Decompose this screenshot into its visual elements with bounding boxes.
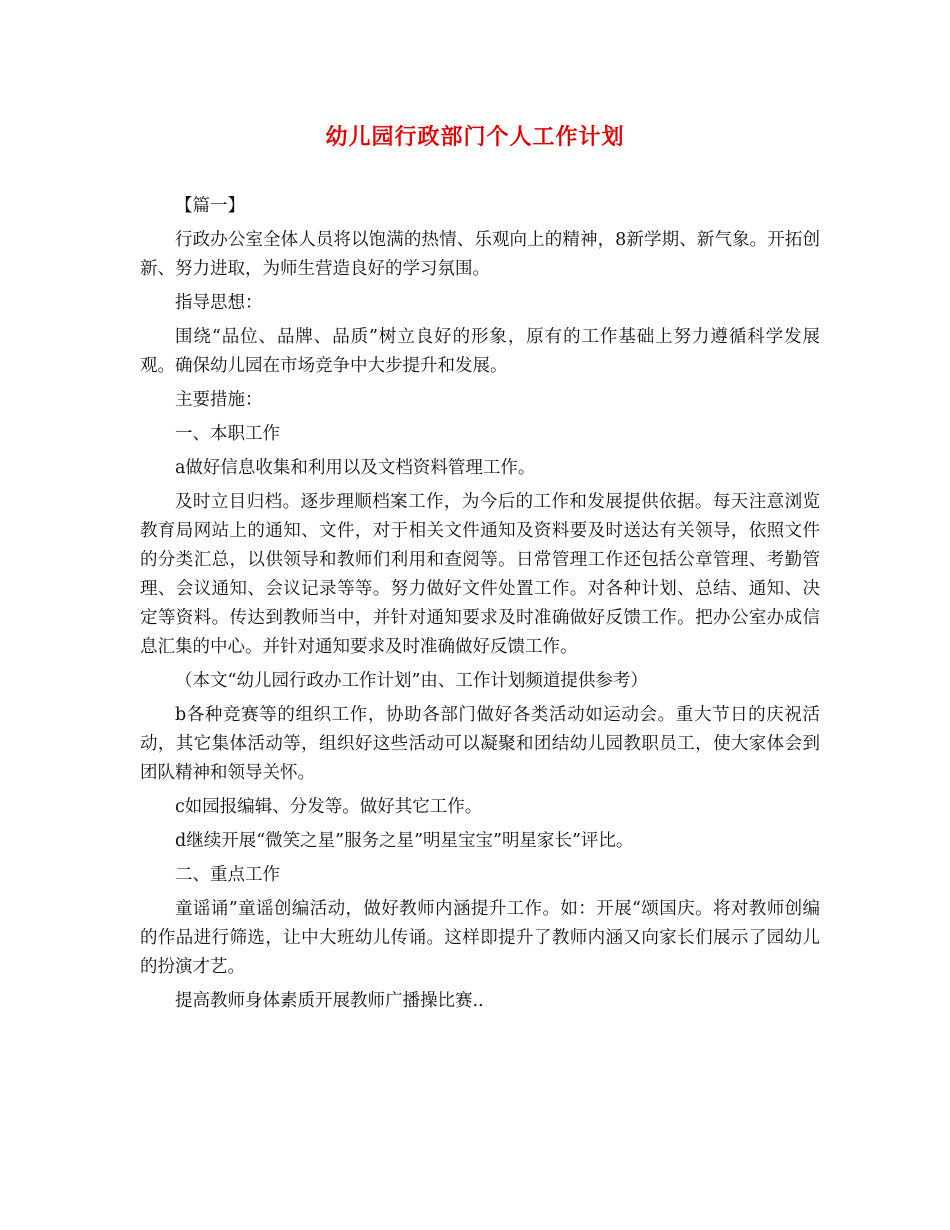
paragraph: 围绕“品位、品牌、品质”树立良好的形象，原有的工作基础上努力遵循科学发展观。确保幼儿园在市场竞争中大步提升和发展。	[140, 327, 820, 376]
section-subheading: 一、本职工作	[175, 424, 280, 444]
paragraph: b各种竞赛等的组织工作，协助各部门做好各类活动如运动会。重大节日的庆祝活动，其它集体活动等，组织好这些活动可以凝聚和团结幼儿园教职员工，使大家体会到团队精神和领导关怀。	[140, 705, 820, 783]
section-heading: 【篇一】	[175, 196, 245, 216]
document-title: 幼儿园行政部门个人工作计划	[325, 124, 625, 150]
paragraph: a做好信息收集和利用以及文档资料管理工作。	[175, 458, 536, 478]
source-note: （本文“幼儿园行政办工作计划”由、工作计划频道提供参考）	[175, 671, 648, 691]
document-body	[140, 192, 820, 1021]
section-subheading: 二、重点工作	[175, 865, 280, 885]
paragraph: 及时立目归档。逐步理顺档案工作，为今后的工作和发展提供依据。每天注意浏览教育局网站上的通知、文件，对于相关文件通知及资料要及时送达有关领导，依照文件的分类汇总，以供领导和教师们利用和查阅等。日常管理工作还包括公章管理、考勤管理、会议通知、会议记录等等。努力做好文件处置工作。对各种计划、总结、通知、决定等资料。传达到教师当中，并针对通知要求及时准确做好反馈工作。把办公室办成信息汇集的中心。并针对通知要求及时准确做好反馈工作。	[140, 492, 820, 657]
paragraph: c如园报编辑、分发等。做好其它工作。	[175, 797, 483, 817]
paragraph: 提高教师身体素质开展教师广播操比赛..	[175, 991, 484, 1011]
paragraph: 行政办公室全体人员将以饱满的热情、乐观向上的精神，8新学期、新气象。开拓创新、努力进取，为师生营造良好的学习氛围。	[140, 230, 820, 279]
paragraph: d继续开展“微笑之星”服务之星”明星宝宝”明星家长”评比。	[175, 831, 634, 851]
paragraph-label: 主要措施：	[175, 390, 263, 410]
paragraph: 童谣诵”童谣创编活动，做好教师内涵提升工作。如：开展“颂国庆。将对教师创编的作品进行筛选，让中大班幼儿传诵。这样即提升了教师内涵又向家长们展示了园幼儿的扮演才艺。	[140, 899, 820, 977]
paragraph-label: 指导思想：	[175, 293, 263, 313]
